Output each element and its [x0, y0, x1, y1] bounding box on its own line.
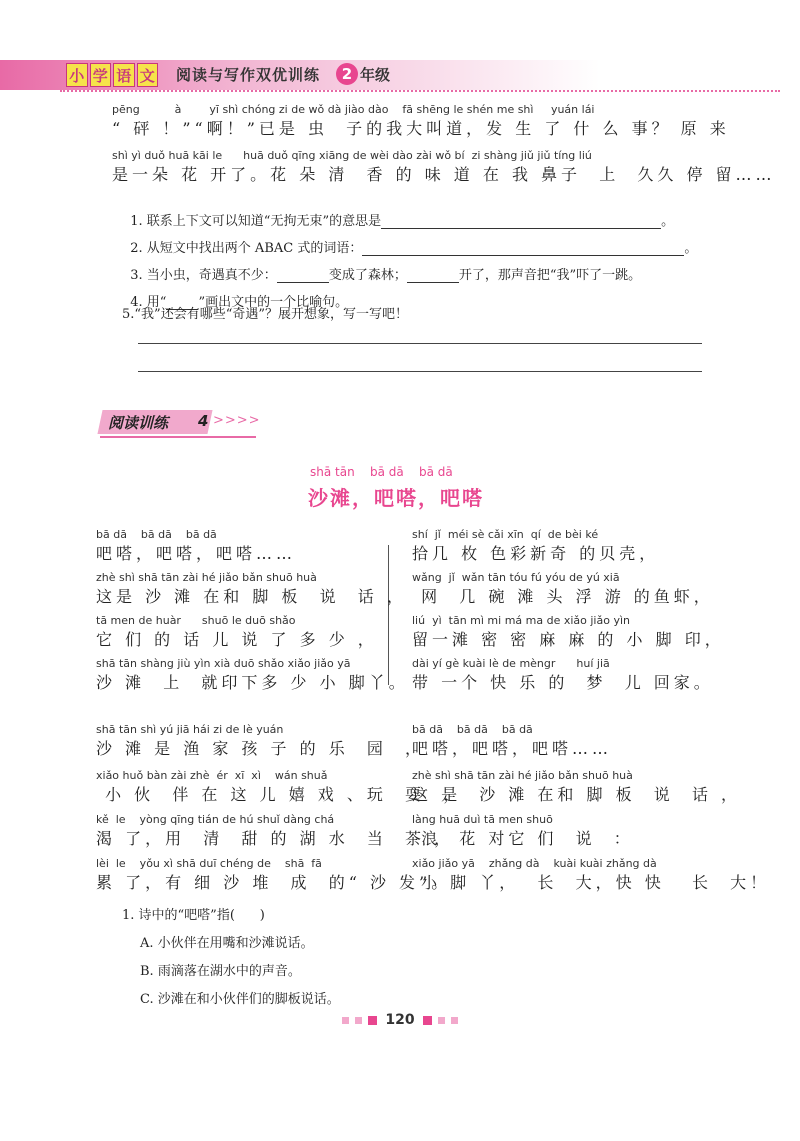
- pinyin-line: tā men de huàr shuō le duō shǎo: [96, 614, 296, 627]
- poem-line: [412, 527, 659, 565]
- pinyin-line: lèi le yǒu xì shā duī chéng de shā fā: [96, 857, 322, 870]
- pinyin-line: làng huā duì tā men shuō: [412, 813, 553, 826]
- poem-line: [96, 570, 407, 608]
- option-c[interactable]: C. 沙滩在和小伙伴们的脚板说话。: [140, 992, 340, 1007]
- page-number: 120: [385, 1012, 415, 1028]
- poem-line: [412, 812, 634, 850]
- hanzi-line: 吧嗒，吧嗒，吧嗒……: [412, 739, 613, 758]
- grade-number-badge: 2: [336, 63, 358, 85]
- pinyin-line: shā tān shàng jiù yìn xià duō shǎo xiǎo jiǎo yā: [96, 657, 351, 670]
- option-a[interactable]: A. 小伙伴在用嘴和沙滩说话。: [140, 936, 314, 951]
- subject-char: 语: [113, 63, 135, 87]
- hanzi-line: 浪 花 对它 们 说 ：: [412, 829, 634, 848]
- pinyin-line: zhè shì shā tān zài hé jiǎo bǎn shuō huà: [96, 571, 317, 584]
- series-title: 阅读与写作双优训练: [176, 66, 321, 84]
- hanzi-line: 拾几 枚 色彩新奇 的贝壳，: [412, 544, 660, 563]
- hanzi-line: 渴 了，用 清 甜 的 湖 水 当 茶 ，: [96, 829, 455, 848]
- subject-badge: [66, 63, 158, 87]
- writing-line[interactable]: [138, 371, 702, 372]
- hanzi-line: 累 了，有 细 沙 堆 成 的“ 沙 发”。: [96, 873, 452, 892]
- hanzi-line: 它 们 的 话 儿 说 了 多 少 ，: [96, 630, 378, 649]
- pinyin-line: liú yì tān mì mi má ma de xiǎo jiǎo yìn: [412, 614, 630, 627]
- passage-line: [112, 148, 776, 186]
- pinyin-line: shā tān shì yú jiā hái zi de lè yuán: [96, 723, 284, 736]
- pinyin-line: shí jǐ méi sè cǎi xīn qí de bèi ké: [412, 528, 599, 541]
- section-arrows: >>>>: [213, 413, 261, 428]
- poem-line: [412, 570, 714, 608]
- pinyin-line: pēng à yī shì chóng zi de wǒ dà jiào dào fā shēng le shén me shì yuán lái: [112, 103, 595, 116]
- hanzi-line: 网 几 碗 滩 头 浮 游 的鱼虾，: [412, 587, 714, 606]
- poem-line: [96, 856, 451, 894]
- poem-line: [412, 722, 612, 760]
- poem-line: [412, 656, 714, 694]
- pinyin-line: zhè shì shā tān zài hé jiǎo bǎn shuō huà: [412, 769, 633, 782]
- header-dotted-rule: [60, 90, 780, 92]
- decor-square: [342, 1017, 349, 1024]
- hanzi-line: 小 脚 丫， 长 大，快 快 长 大！: [412, 873, 771, 892]
- passage-line: [112, 102, 730, 140]
- hanzi-line: 沙 滩 上 就印下多 少 小 脚丫。: [96, 673, 409, 692]
- hanzi-line: 沙 滩 是 渔 家 孩 子 的 乐 园 ，: [96, 739, 426, 758]
- hanzi-line: “ 砰 ！”“啊！”已是 虫 子的我大叫道，发 生 了 什 么 事？ 原 来: [112, 119, 730, 138]
- pinyin-line: bā dā bā dā bā dā: [96, 528, 217, 541]
- option-b[interactable]: B. 雨滴落在湖水中的声音。: [140, 964, 301, 979]
- subject-char: 文: [137, 63, 159, 87]
- poem-line: [412, 856, 770, 894]
- pinyin-line: xiǎo jiǎo yā zhǎng dà kuài kuài zhǎng dà: [412, 857, 657, 870]
- question-2: 2. 从短文中找出两个 ABAC 式的词语： 。: [130, 241, 698, 256]
- decor-square: [423, 1016, 432, 1025]
- hanzi-line: 带 一个 快 乐 的 梦 儿 回家。: [412, 673, 714, 692]
- decor-square: [451, 1017, 458, 1024]
- pinyin-line: xiǎo huǒ bàn zài zhè ér xī xì wán shuǎ: [96, 769, 328, 782]
- question-4: 4. 用“ ”画出文中的一个比喻句。: [130, 295, 349, 310]
- poem-line: [96, 812, 454, 850]
- question-1: 1. 联系上下文可以知道“无拘无束”的意思是 。: [130, 214, 675, 229]
- pinyin-line: dài yí gè kuài lè de mèngr huí jiā: [412, 657, 610, 670]
- hanzi-line: 吧嗒，吧嗒，吧嗒……: [96, 544, 297, 563]
- poem-line: [96, 613, 378, 651]
- pinyin-line: kě le yòng qīng tián de hú shuǐ dàng chá: [96, 813, 335, 826]
- question-stem: 1. 诗中的“吧嗒”指( ): [122, 908, 265, 923]
- decor-square: [438, 1017, 445, 1024]
- poem-line: [96, 527, 296, 565]
- poem-line: [96, 656, 409, 694]
- writing-line[interactable]: [138, 343, 702, 344]
- decor-square: [368, 1016, 377, 1025]
- poem-title: 沙滩，吧嗒，吧嗒: [308, 486, 484, 510]
- grade-label: 年级: [360, 66, 391, 84]
- answer-blank[interactable]: [407, 268, 459, 283]
- pinyin-line: wǎng jǐ wǎn tān tóu fú yóu de yú xiā: [412, 571, 620, 584]
- hanzi-line: 是一朵 花 开了。花 朵 清 香 的 味 道 在 我 鼻子 上 久久 停 留……: [112, 165, 776, 184]
- section-underline: [100, 436, 256, 438]
- subject-char: 学: [90, 63, 112, 87]
- section-label: 阅读训练: [108, 414, 169, 432]
- page-footer: [0, 1012, 800, 1028]
- hanzi-line: 小 伙 伴 在 这 儿 嬉 戏 、玩 耍 ，: [96, 785, 464, 804]
- decor-square: [355, 1017, 362, 1024]
- hanzi-line: 这是 沙 滩 在和 脚 板 说 话 ，: [96, 587, 407, 606]
- poem-line: [412, 768, 741, 806]
- question-3: 3. 当小虫，奇遇真不少： 变成了森林； 开了，那声音把“我”吓了一跳。: [130, 268, 642, 283]
- question-5: 5.“我”还会有哪些“奇遇”？展开想象，写一写吧！: [122, 307, 408, 322]
- poem-line: [96, 768, 463, 806]
- pinyin-line: shì yì duǒ huā kāi le huā duǒ qīng xiāng de wèi dào zài wǒ bí zi shàng jiǔ jiǔ tíng liú: [112, 149, 592, 162]
- subject-char: 小: [66, 63, 88, 87]
- hanzi-line: 留一滩 密 密 麻 麻 的 小 脚 印，: [412, 630, 725, 649]
- pinyin-line: bā dā bā dā bā dā: [412, 723, 533, 736]
- poem-line: [96, 722, 425, 760]
- hanzi-line: 这 是 沙 滩 在和 脚 板 说 话 ，: [412, 785, 742, 804]
- section-number: 4: [198, 412, 209, 430]
- poem-line: [412, 613, 725, 651]
- title-pinyin: shā tān bā dā bā dā: [310, 465, 453, 479]
